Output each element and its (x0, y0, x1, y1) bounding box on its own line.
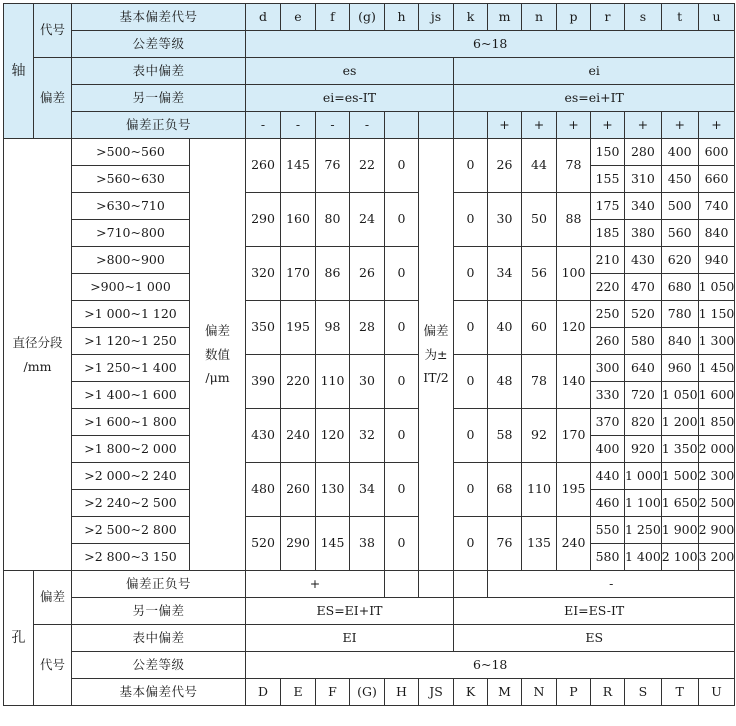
hole-code: F (316, 679, 350, 706)
value-u: 2 500 (698, 490, 735, 517)
value-t: 780 (661, 301, 698, 328)
shaft-grade-label: 公差等级 (72, 31, 246, 58)
value-e: 145 (281, 139, 316, 193)
value-k: 0 (454, 409, 488, 463)
value-m: 48 (488, 355, 522, 409)
hole-sign-h (385, 571, 419, 598)
value-p: 170 (557, 409, 591, 463)
value-d: 290 (246, 193, 281, 247)
value-k: 0 (454, 463, 488, 517)
shaft-sign: + (522, 112, 557, 139)
hole-code: S (625, 679, 662, 706)
range-cell: >630~710 (72, 193, 190, 220)
value-r: 155 (591, 166, 625, 193)
value-u: 1 050 (698, 274, 735, 301)
value-m: 40 (488, 301, 522, 355)
value-p: 120 (557, 301, 591, 355)
shaft-sign: + (661, 112, 698, 139)
value-h: 0 (385, 247, 419, 301)
hole-code: P (557, 679, 591, 706)
value-p: 88 (557, 193, 591, 247)
hole-sign-right: - (488, 571, 735, 598)
value-r: 250 (591, 301, 625, 328)
table-row (4, 409, 735, 436)
value-u: 2 300 (698, 463, 735, 490)
range-cell: >500~560 (72, 139, 190, 166)
value-g: 22 (350, 139, 385, 193)
hole-sign-label: 偏差正负号 (72, 571, 246, 598)
value-s: 820 (625, 409, 662, 436)
hole-code: D (246, 679, 281, 706)
value-p: 195 (557, 463, 591, 517)
value-n: 50 (522, 193, 557, 247)
shaft-other-left: ei=es-IT (246, 85, 454, 112)
value-u: 660 (698, 166, 735, 193)
shaft-sign: + (625, 112, 662, 139)
value-u: 2 000 (698, 436, 735, 463)
value-s: 1 400 (625, 544, 662, 571)
hole-code: H (385, 679, 419, 706)
value-n: 92 (522, 409, 557, 463)
value-s: 430 (625, 247, 662, 274)
range-cell: >900~1 000 (72, 274, 190, 301)
value-d: 520 (246, 517, 281, 571)
value-r: 400 (591, 436, 625, 463)
value-e: 195 (281, 301, 316, 355)
value-d: 320 (246, 247, 281, 301)
value-m: 68 (488, 463, 522, 517)
hole-code: JS (419, 679, 454, 706)
value-k: 0 (454, 301, 488, 355)
value-s: 720 (625, 382, 662, 409)
value-r: 370 (591, 409, 625, 436)
value-t: 400 (661, 139, 698, 166)
value-r: 300 (591, 355, 625, 382)
shaft-code: p (557, 4, 591, 31)
diameter-label: 直径分段 /mm (4, 139, 72, 571)
value-f: 80 (316, 193, 350, 247)
range-cell: >1 250~1 400 (72, 355, 190, 382)
shaft-code: d (246, 4, 281, 31)
value-h: 0 (385, 193, 419, 247)
value-e: 170 (281, 247, 316, 301)
value-t: 1 650 (661, 490, 698, 517)
shaft-sign: - (281, 112, 316, 139)
shaft-code: js (419, 4, 454, 31)
hole-grade-label: 公差等级 (72, 652, 246, 679)
value-t: 960 (661, 355, 698, 382)
hole-table-right: ES (454, 625, 735, 652)
range-cell: >800~900 (72, 247, 190, 274)
value-m: 58 (488, 409, 522, 463)
value-k: 0 (454, 247, 488, 301)
value-u: 1 450 (698, 355, 735, 382)
value-r: 150 (591, 139, 625, 166)
value-e: 290 (281, 517, 316, 571)
table-row (4, 139, 735, 166)
table-row (4, 517, 735, 544)
value-s: 520 (625, 301, 662, 328)
shaft-sign (385, 112, 419, 139)
value-f: 130 (316, 463, 350, 517)
value-t: 1 050 (661, 382, 698, 409)
shaft-code: k (454, 4, 488, 31)
range-cell: >1 400~1 600 (72, 382, 190, 409)
value-m: 26 (488, 139, 522, 193)
value-g: 32 (350, 409, 385, 463)
shaft-code: e (281, 4, 316, 31)
shaft-table-right: ei (454, 58, 735, 85)
value-s: 920 (625, 436, 662, 463)
shaft-table-left: es (246, 58, 454, 85)
value-label: 偏差 数值 /μm (190, 139, 246, 571)
value-t: 620 (661, 247, 698, 274)
value-k: 0 (454, 355, 488, 409)
value-g: 24 (350, 193, 385, 247)
value-f: 76 (316, 139, 350, 193)
value-r: 330 (591, 382, 625, 409)
shaft-other-right: es=ei+IT (454, 85, 735, 112)
value-n: 60 (522, 301, 557, 355)
shaft-code-group: 代号 (34, 4, 72, 58)
value-k: 0 (454, 139, 488, 193)
shaft-grade-value: 6~18 (246, 31, 735, 58)
shaft-sign: + (591, 112, 625, 139)
value-m: 76 (488, 517, 522, 571)
shaft-sign: - (316, 112, 350, 139)
shaft-code: f (316, 4, 350, 31)
value-g: 28 (350, 301, 385, 355)
shaft-code: h (385, 4, 419, 31)
value-m: 30 (488, 193, 522, 247)
value-d: 480 (246, 463, 281, 517)
value-s: 1 250 (625, 517, 662, 544)
table-row (4, 301, 735, 328)
value-t: 500 (661, 193, 698, 220)
value-e: 220 (281, 355, 316, 409)
shaft-code: r (591, 4, 625, 31)
value-p: 78 (557, 139, 591, 193)
range-cell: >560~630 (72, 166, 190, 193)
hole-basic-label: 基本偏差代号 (72, 679, 246, 706)
value-r: 550 (591, 517, 625, 544)
value-s: 1 100 (625, 490, 662, 517)
hole-other-label: 另一偏差 (72, 598, 246, 625)
value-s: 640 (625, 355, 662, 382)
hole-code: K (454, 679, 488, 706)
value-u: 1 300 (698, 328, 735, 355)
range-cell: >1 800~2 000 (72, 436, 190, 463)
table-body (4, 4, 735, 706)
hole-code: M (488, 679, 522, 706)
hole-code: U (698, 679, 735, 706)
value-h: 0 (385, 301, 419, 355)
value-g: 38 (350, 517, 385, 571)
value-u: 600 (698, 139, 735, 166)
range-cell: >1 000~1 120 (72, 301, 190, 328)
shaft-code: t (661, 4, 698, 31)
hole-code: R (591, 679, 625, 706)
hole-code: N (522, 679, 557, 706)
value-f: 86 (316, 247, 350, 301)
value-t: 560 (661, 220, 698, 247)
value-g: 26 (350, 247, 385, 301)
value-s: 580 (625, 328, 662, 355)
shaft-label: 轴 (4, 4, 34, 139)
value-u: 840 (698, 220, 735, 247)
value-h: 0 (385, 139, 419, 193)
shaft-sign: + (557, 112, 591, 139)
value-d: 350 (246, 301, 281, 355)
value-h: 0 (385, 463, 419, 517)
value-n: 44 (522, 139, 557, 193)
value-r: 580 (591, 544, 625, 571)
hole-other-right: EI=ES-IT (454, 598, 735, 625)
hole-code: (G) (350, 679, 385, 706)
table-row (4, 463, 735, 490)
value-t: 680 (661, 274, 698, 301)
hole-other-left: ES=EI+IT (246, 598, 454, 625)
value-s: 380 (625, 220, 662, 247)
value-u: 940 (698, 247, 735, 274)
shaft-sign: - (246, 112, 281, 139)
value-n: 56 (522, 247, 557, 301)
value-t: 1 200 (661, 409, 698, 436)
value-n: 135 (522, 517, 557, 571)
js-label: 偏差 为± IT/2 (419, 139, 454, 571)
hole-label: 孔 (4, 571, 34, 706)
value-p: 100 (557, 247, 591, 301)
hole-sign-k (454, 571, 488, 598)
value-p: 240 (557, 517, 591, 571)
shaft-code: m (488, 4, 522, 31)
value-u: 1 600 (698, 382, 735, 409)
value-t: 1 500 (661, 463, 698, 490)
value-t: 1 350 (661, 436, 698, 463)
value-s: 280 (625, 139, 662, 166)
range-cell: >2 240~2 500 (72, 490, 190, 517)
value-h: 0 (385, 409, 419, 463)
hole-dev-group: 偏差 (34, 571, 72, 625)
value-h: 0 (385, 517, 419, 571)
value-r: 220 (591, 274, 625, 301)
value-r: 440 (591, 463, 625, 490)
shaft-code: s (625, 4, 662, 31)
shaft-sign (454, 112, 488, 139)
value-s: 340 (625, 193, 662, 220)
value-m: 34 (488, 247, 522, 301)
value-k: 0 (454, 193, 488, 247)
value-t: 840 (661, 328, 698, 355)
shaft-code: u (698, 4, 735, 31)
deviation-table (3, 3, 735, 706)
range-cell: >710~800 (72, 220, 190, 247)
value-s: 310 (625, 166, 662, 193)
value-u: 740 (698, 193, 735, 220)
value-f: 98 (316, 301, 350, 355)
shaft-other-label: 另一偏差 (72, 85, 246, 112)
value-d: 260 (246, 139, 281, 193)
value-t: 450 (661, 166, 698, 193)
shaft-dev-group: 偏差 (34, 58, 72, 139)
shaft-sign: + (488, 112, 522, 139)
table-row (4, 193, 735, 220)
shaft-sign-label: 偏差正负号 (72, 112, 246, 139)
value-u: 2 900 (698, 517, 735, 544)
range-cell: >2 800~3 150 (72, 544, 190, 571)
value-e: 260 (281, 463, 316, 517)
shaft-code: n (522, 4, 557, 31)
value-t: 2 100 (661, 544, 698, 571)
hole-code-group: 代号 (34, 625, 72, 706)
shaft-sign: - (350, 112, 385, 139)
shaft-table-label: 表中偏差 (72, 58, 246, 85)
range-cell: >1 120~1 250 (72, 328, 190, 355)
value-g: 34 (350, 463, 385, 517)
value-r: 460 (591, 490, 625, 517)
hole-code: T (661, 679, 698, 706)
hole-grade-value: 6~18 (246, 652, 735, 679)
range-cell: >2 500~2 800 (72, 517, 190, 544)
value-f: 145 (316, 517, 350, 571)
value-h: 0 (385, 355, 419, 409)
value-u: 3 200 (698, 544, 735, 571)
value-p: 140 (557, 355, 591, 409)
shaft-sign (419, 112, 454, 139)
value-k: 0 (454, 517, 488, 571)
value-s: 470 (625, 274, 662, 301)
shaft-basic-label: 基本偏差代号 (72, 4, 246, 31)
table-row (4, 247, 735, 274)
value-r: 210 (591, 247, 625, 274)
value-f: 110 (316, 355, 350, 409)
value-d: 390 (246, 355, 281, 409)
hole-table-label: 表中偏差 (72, 625, 246, 652)
value-n: 78 (522, 355, 557, 409)
shaft-sign: + (698, 112, 735, 139)
value-r: 175 (591, 193, 625, 220)
value-d: 430 (246, 409, 281, 463)
value-e: 240 (281, 409, 316, 463)
hole-code: E (281, 679, 316, 706)
shaft-code: (g) (350, 4, 385, 31)
value-u: 1 850 (698, 409, 735, 436)
value-u: 1 150 (698, 301, 735, 328)
value-n: 110 (522, 463, 557, 517)
range-cell: >1 600~1 800 (72, 409, 190, 436)
value-s: 1 000 (625, 463, 662, 490)
value-f: 120 (316, 409, 350, 463)
hole-sign-left: + (246, 571, 385, 598)
hole-sign-js (419, 571, 454, 598)
value-t: 1 900 (661, 517, 698, 544)
hole-table-left: EI (246, 625, 454, 652)
value-g: 30 (350, 355, 385, 409)
value-r: 260 (591, 328, 625, 355)
range-cell: >2 000~2 240 (72, 463, 190, 490)
table-row (4, 355, 735, 382)
value-e: 160 (281, 193, 316, 247)
value-r: 185 (591, 220, 625, 247)
